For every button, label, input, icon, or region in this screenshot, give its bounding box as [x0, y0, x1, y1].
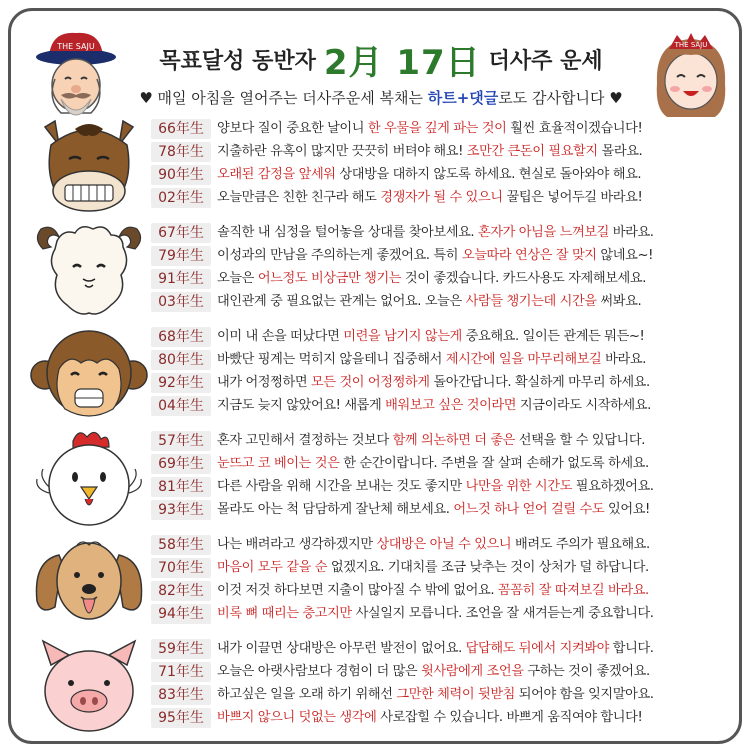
title-date: 2月 17日 [323, 42, 481, 83]
horse-icon [29, 115, 149, 219]
fortune-row [151, 267, 741, 290]
fortune-text: 오늘은 아랫사람보다 경험이 더 많은 윗사람에게 조언을 구하는 것이 좋겠어요. [217, 664, 650, 679]
fortune-row [151, 325, 741, 348]
fortune-row [151, 348, 741, 371]
birth-year-badge: 79年生 [151, 246, 211, 266]
birth-year-badge: 81年生 [151, 477, 211, 497]
birth-year-badge: 04年生 [151, 396, 211, 416]
birth-year-badge: 78年生 [151, 142, 211, 162]
fortune-rows [151, 637, 741, 729]
fortune-text: 오늘은 어느정도 비상금만 챙기는 것이 좋겠습니다. 카드사용도 자제해보세요. [217, 271, 646, 286]
dog-icon [29, 531, 149, 635]
right-badge: THE SAJU [674, 41, 708, 49]
fortune-text: 오늘만큼은 친한 친구라 해도 경쟁자가 될 수 있으니 꿀팁은 넣어두길 바라요! [217, 190, 643, 205]
header [11, 11, 739, 121]
birth-year-badge: 02年生 [151, 188, 211, 208]
zodiac-group-horse [11, 115, 739, 219]
birth-year-badge: 71年生 [151, 662, 211, 682]
fortune-row [151, 221, 741, 244]
fortune-row [151, 186, 741, 209]
fortune-row [151, 475, 741, 498]
fortune-row [151, 602, 741, 625]
saju-woman-avatar [651, 33, 731, 119]
fortune-text: 바빴단 핑계는 먹히지 않을테니 집중해서 제시간에 일을 마무리해보길 바라요. [217, 352, 646, 367]
birth-year-badge: 80年生 [151, 350, 211, 370]
fortune-row [151, 683, 741, 706]
heart-icon: ♥ [139, 89, 153, 107]
birth-year-badge: 67年生 [151, 223, 211, 243]
subtitle [121, 87, 641, 111]
fortune-text: 하고싶은 일을 오래 하기 위해선 그만한 체력이 뒷받침 되어야 함을 잊지말아요. [217, 687, 654, 702]
fortune-row [151, 556, 741, 579]
fortune-row [151, 706, 741, 729]
birth-year-badge: 57年生 [151, 431, 211, 451]
subtitle-before: 매일 아침을 열어주는 더사주운세 복채는 [152, 89, 428, 107]
birth-year-badge: 90年生 [151, 165, 211, 185]
birth-year-badge: 70年生 [151, 558, 211, 578]
fortune-text: 내가 이끌면 상대방은 아무런 발전이 없어요. 답답해도 뒤에서 지켜봐야 합니다. [217, 641, 654, 656]
fortune-row [151, 660, 741, 683]
zodiac-group-rooster [11, 427, 739, 531]
fortune-rows [151, 221, 741, 313]
birth-year-badge: 03年生 [151, 292, 211, 312]
fortune-row [151, 140, 741, 163]
fortune-rows [151, 325, 741, 417]
subtitle-after: 로도 감사합니다 [498, 89, 610, 107]
fortune-text: 오래된 감정을 앞세워 상대방을 대하지 않도록 하세요. 현실로 돌아와야 해요. [217, 167, 642, 182]
fortune-row [151, 533, 741, 556]
title-row [121, 39, 641, 83]
fortune-row [151, 498, 741, 521]
birth-year-badge: 91年生 [151, 269, 211, 289]
fortune-text: 지출하란 유혹이 많지만 끗끗히 버텨야 해요! 조만간 큰돈이 필요할지 몰라요. [217, 144, 643, 159]
fortune-rows [151, 533, 741, 625]
fortune-text: 나는 배려라고 생각하겠지만 상대방은 아닐 수 있으니 배려도 주의가 필요해요. [217, 537, 650, 552]
fortune-card [8, 8, 742, 744]
saju-man-avatar [33, 29, 119, 121]
fortune-text: 양보다 질이 중요한 날이니 한 우물을 깊게 파는 것이 훨씬 효율적이겠습니다! [217, 121, 643, 136]
fortune-text: 다른 사람을 위해 시간을 보내는 것도 좋지만 나만을 위한 시간도 필요하겠어요. [217, 479, 654, 494]
fortune-text: 비록 뼈 때리는 충고지만 사실일지 모릅니다. 조언을 잘 새겨듣는게 중요합니다. [217, 606, 654, 621]
birth-year-badge: 95年生 [151, 708, 211, 728]
monkey-icon [29, 323, 149, 427]
fortune-row [151, 371, 741, 394]
fortune-text: 마음이 모두 같을 순 없겠지요. 기대치를 조금 낮추는 것이 상처가 덜 하답니다. [217, 560, 649, 575]
birth-year-badge: 93年生 [151, 500, 211, 520]
rooster-icon [29, 427, 149, 531]
title-prefix: 목표달성 동반자 [159, 48, 316, 74]
fortune-text: 대인관계 중 필요없는 관계는 없어요. 오늘은 사람들 챙기는데 시간을 써봐요. [217, 294, 642, 309]
fortune-row [151, 579, 741, 602]
birth-year-badge: 59年生 [151, 639, 211, 659]
fortune-text: 이미 내 손을 떠났다면 미련을 남기지 않는게 중요해요. 일이든 관계든 뭐든~! [217, 329, 645, 344]
birth-year-badge: 83年生 [151, 685, 211, 705]
fortune-text: 내가 어정쩡하면 모든 것이 어정쩡하게 돌아간답니다. 확실하게 마무리 하세요. [217, 375, 650, 390]
fortune-row [151, 429, 741, 452]
birth-year-badge: 68年生 [151, 327, 211, 347]
fortune-text: 바쁘지 않으니 덧없는 생각에 사로잡힐 수 있습니다. 바쁘게 움직여야 합니다! [217, 710, 643, 725]
title-suffix: 더사주 운세 [488, 48, 603, 74]
fortune-row [151, 163, 741, 186]
fortune-text: 이성과의 만남을 주의하는게 좋겠어요. 특히 오늘따라 연상은 잘 맞지 않네요~! [217, 248, 653, 263]
pig-icon [29, 635, 149, 739]
zodiac-group-dog [11, 531, 739, 635]
sheep-icon [29, 219, 149, 323]
birth-year-badge: 94年生 [151, 604, 211, 624]
fortune-rows [151, 429, 741, 521]
fortune-text: 지금도 늦지 않았어요! 새롭게 배워보고 싶은 것이라면 지금이라도 시작하세요. [217, 398, 651, 413]
birth-year-badge: 58年生 [151, 535, 211, 555]
fortune-text: 솔직한 내 심정을 털어놓을 상대를 찾아보세요. 혼자가 아님을 느껴보길 바라요. [217, 225, 654, 240]
birth-year-badge: 66年生 [151, 119, 211, 139]
birth-year-badge: 69年生 [151, 454, 211, 474]
fortune-row [151, 117, 741, 140]
zodiac-group-pig [11, 635, 739, 739]
left-badge: THE SAJU [57, 42, 95, 51]
fortune-text: 혼자 고민해서 결정하는 것보다 함께 의논하면 더 좋은 선택을 할 수 있답니다. [217, 433, 646, 448]
fortune-row [151, 244, 741, 267]
birth-year-badge: 82年生 [151, 581, 211, 601]
fortune-row [151, 637, 741, 660]
fortune-rows [151, 117, 741, 209]
fortune-row [151, 452, 741, 475]
zodiac-group-monkey [11, 323, 739, 427]
zodiac-group-sheep [11, 219, 739, 323]
heart-icon: ♥ [609, 89, 623, 107]
subtitle-accent: 하트+댓글 [427, 89, 499, 107]
fortune-text: 이것 저것 하다보면 지출이 많아질 수 밖에 없어요. 꼼꼼히 잘 따져보길 바라요. [217, 583, 649, 598]
fortune-text: 눈뜨고 코 베이는 것은 한 순간이랍니다. 주변을 잘 살펴 손해가 없도록 하세요. [217, 456, 649, 471]
fortune-row [151, 290, 741, 313]
birth-year-badge: 92年生 [151, 373, 211, 393]
fortune-text: 몰라도 아는 척 담담하게 잘난체 해보세요. 어느것 하나 얻어 걸릴 수도 있어요! [217, 502, 650, 517]
fortune-row [151, 394, 741, 417]
